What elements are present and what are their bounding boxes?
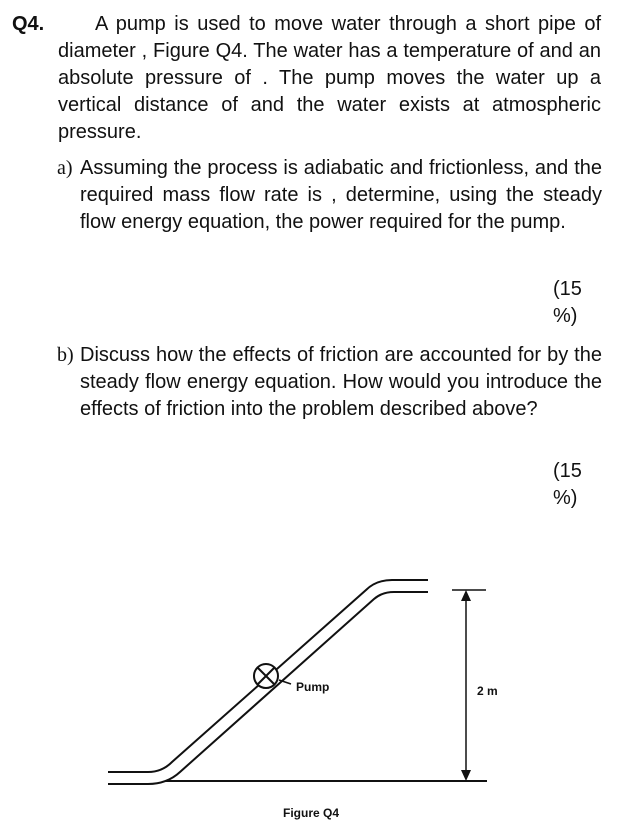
pipe-diagram	[0, 560, 644, 834]
part-b-marks-line2: %)	[553, 487, 578, 509]
part-a-label: a)	[57, 157, 73, 179]
part-a-marks	[553, 276, 603, 330]
part-a-marks-line2: %)	[553, 305, 578, 327]
part-b	[57, 342, 602, 423]
question-stem: A pump is used to move water through a short pipe of diameter , Figure Q4. The water has a temperature of and an absolute pressure of . The pump moves the water up a vertical distance of and the water exists at atmospheric pressure.	[58, 13, 601, 143]
height-label: 2 m	[477, 684, 498, 698]
question-number: Q4.	[12, 13, 45, 35]
part-a-text: Assuming the process is adiabatic and frictionless, and the required mass flow rate is , determine, using the steady flow energy equation, the power required for the pump.	[80, 157, 602, 233]
figure-caption: Figure Q4	[283, 806, 340, 820]
part-a-marks-line1: (15	[553, 278, 582, 300]
part-b-marks-line1: (15	[553, 460, 582, 482]
pump-symbol	[254, 664, 278, 688]
part-a	[57, 155, 602, 236]
part-b-text: Discuss how the effects of friction are accounted for by the steady flow energy equation. How would you introduce the effects of friction into the problem described above?	[80, 344, 602, 420]
part-b-label: b)	[57, 344, 74, 366]
part-b-marks	[553, 458, 603, 512]
figure-q4	[0, 560, 644, 834]
pump-label: Pump	[296, 680, 330, 694]
